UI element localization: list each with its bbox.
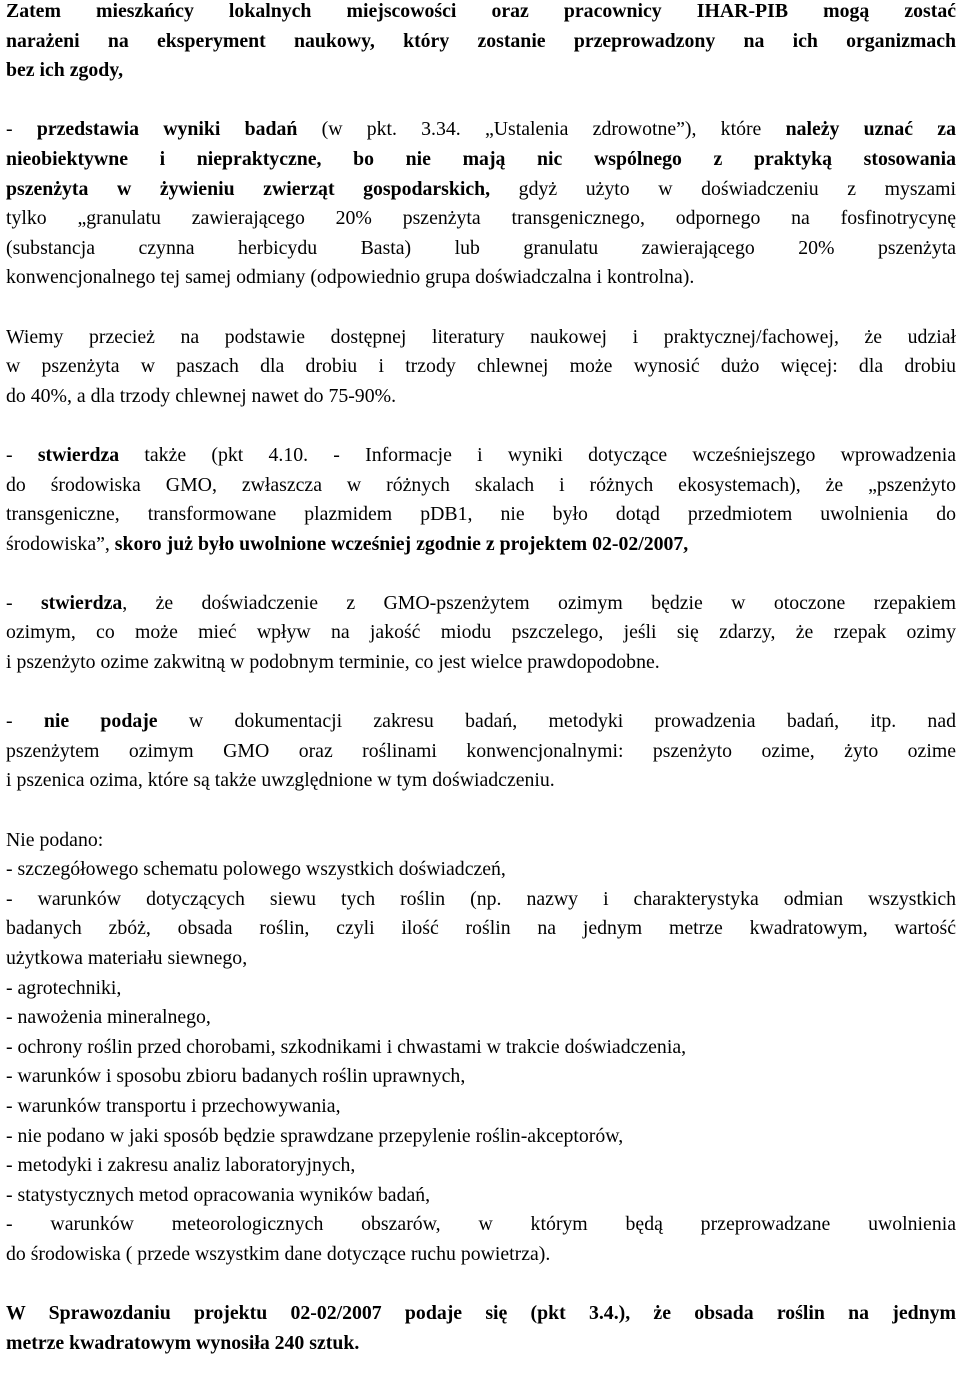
text-span: gdyż użyto w doświadczeniu z myszami [490, 177, 956, 200]
paragraph-stwierdza-1 [6, 441, 956, 559]
list-item: - statystycznych metod opracowania wyników badań, [6, 1183, 431, 1206]
text-line: konwencjonalnego tej samej odmiany (odpowiednio grupa doświadczalna i kontrolna). [6, 266, 695, 289]
paragraph-nie-podano-list [6, 826, 956, 1270]
list-item: - szczegółowego schematu polowego wszystkich doświadczeń, [6, 858, 506, 881]
text-line: i pszenżyto ozime zakwitną w podobnym terminie, co jest wielce prawdopodobne. [6, 651, 660, 674]
text-span: , że doświadczenie z GMO-pszenżytem ozimym będzie w otoczone rzepakiem [122, 591, 956, 614]
text-line: W Sprawozdaniu projektu 02-02/2007 podaje się (pkt 3.4.), że obsada roślin na jednym [6, 1302, 956, 1325]
list-item: - warunków dotyczących siewu tych roślin (np. nazwy i charakterystyka odmian wszystkich [6, 887, 956, 910]
list-item-continued: do środowiska ( przede wszystkim dane dotyczące ruchu powietrza). [6, 1242, 551, 1265]
text-line: w pszenżyta w paszach dla drobiu i trzody chlewnej może wynosić dużo więcej: dla drobiu [6, 355, 956, 378]
text-line: pszenżytem ozimym GMO oraz roślinami konwencjonalnymi: pszenżyto ozime, żyto ozime [6, 739, 956, 762]
bold-phrase: nie podaje [43, 710, 158, 733]
paragraph-stwierdza-2 [6, 589, 956, 678]
text-line: nieobiektywne i niepraktyczne, bo nie mają nic wspólnego z praktyką stosowania [6, 147, 956, 170]
list-heading: Nie podano: [6, 828, 104, 851]
bullet-dash: - [6, 118, 37, 141]
text-line [6, 530, 956, 560]
paragraph-intro [6, 0, 956, 86]
list-item: - warunków i sposobu zbioru badanych roślin uprawnych, [6, 1065, 466, 1088]
text-line: (substancja czynna herbicydu Basta) lub granulatu zawierającego 20% pszenżyta [6, 236, 956, 259]
text-line: Zatem mieszkańcy lokalnych miejscowości oraz pracownicy IHAR-PIB mogą zostać [6, 0, 956, 22]
list-item: - ochrony roślin przed chorobami, szkodnikami i chwastami w trakcie doświadczenia, [6, 1035, 687, 1058]
bold-phrase: pszenżyta w żywieniu zwierząt gospodarskich, [6, 177, 491, 200]
bold-phrase: należy uznać za [785, 118, 956, 141]
document-page [6, 0, 956, 1388]
text-line: tylko „granulatu zawierającego 20% pszenżyta transgenicznego, odpornego na fosfinotrycynę [6, 207, 956, 230]
text-line [6, 441, 956, 471]
list-item: - nawożenia mineralnego, [6, 1006, 211, 1029]
bullet-dash: - [6, 443, 38, 466]
text-span: także (pkt 4.10. - Informacje i wyniki dotyczące wcześniejszego wprowadzenia [119, 443, 956, 466]
bold-phrase: skoro już było uwolnione wcześniej zgodnie z projektem 02-02/2007, [114, 532, 689, 555]
text-span: (w pkt. 3.34. „Ustalenia zdrowotne”), które [297, 118, 786, 141]
list-item-continued: użytkowa materiału siewnego, [6, 947, 248, 969]
text-line: bez ich zgody, [6, 59, 124, 82]
text-line: i pszenica ozima, które są także uwzględnione w tym doświadczeniu. [6, 769, 555, 792]
list-item: - warunków transportu i przechowywania, [6, 1094, 341, 1117]
list-item: - metodyki i zakresu analiz laboratoryjnych, [6, 1154, 356, 1177]
text-line [6, 589, 956, 619]
text-line: metrze kwadratowym wynosiła 240 sztuk. [6, 1331, 360, 1354]
text-line: ozimym, co może mieć wpływ na jakość miodu pszczelego, jeśli się zdarzy, że rzepak ozimy [6, 621, 956, 644]
list-item: - warunków meteorologicznych obszarów, w którym będą przeprowadzane uwolnienia [6, 1213, 956, 1236]
list-item: - agrotechniki, [6, 976, 122, 999]
paragraph-nie-podaje [6, 707, 956, 796]
bold-phrase: stwierdza [37, 443, 120, 466]
text-line: do środowiska GMO, zwłaszcza w różnych skalach i różnych ekosystemach), że „pszenżyto [6, 473, 956, 496]
bold-phrase: stwierdza [40, 591, 123, 614]
text-line [6, 175, 956, 205]
text-line: narażeni na eksperyment naukowy, który zostanie przeprowadzony na ich organizmach [6, 29, 956, 52]
text-line: do 40%, a dla trzody chlewnej nawet do 75-90%. [6, 384, 397, 407]
paragraph-sprawozdanie [6, 1299, 956, 1358]
bold-phrase: przedstawia wyniki badań [36, 118, 298, 141]
bullet-dash: - [6, 591, 41, 614]
text-line: Wiemy przecież na podstawie dostępnej literatury naukowej i praktycznej/fachowej, że udział [6, 325, 956, 348]
text-span: w dokumentacji zakresu badań, metodyki prowadzenia badań, itp. nad [157, 710, 956, 733]
paragraph-wiemy [6, 323, 956, 412]
text-span: środowiska”, [6, 532, 115, 555]
text-line: transgeniczne, transformowane plazmidem pDB1, nie było dotąd przedmiotem uwolnienia do [6, 503, 956, 526]
paragraph-przedstawia [6, 115, 956, 293]
list-item: - nie podano w jaki sposób będzie sprawdzane przepylenie roślin-akceptorów, [6, 1124, 624, 1147]
text-line [6, 115, 956, 145]
list-item-continued: badanych zbóż, obsada roślin, czyli ilość roślin na jednym metrze kwadratowym, wartość [6, 917, 956, 940]
bullet-dash: - [6, 710, 44, 733]
text-line [6, 707, 956, 737]
